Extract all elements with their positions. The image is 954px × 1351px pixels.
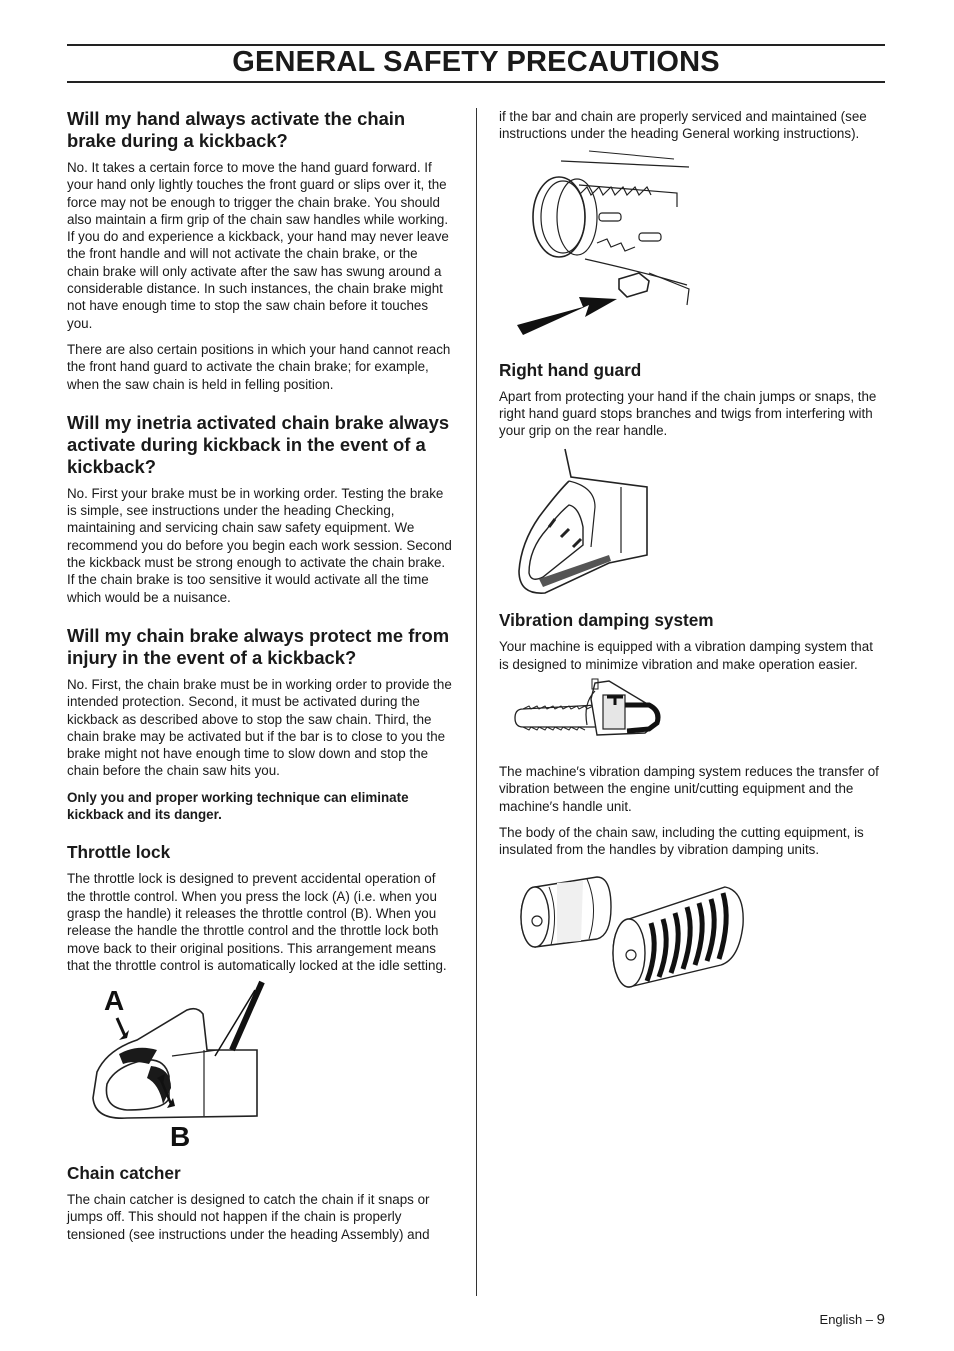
- label-a: A: [104, 985, 125, 1017]
- paragraph: No. It takes a certain force to move the hand guard forward. If your hand only lightly touches the front guard or slips over it, the force may not be enough to trigger the chain brake. You should also maintain a firm grip of the chain saw handles while working. If you do and experience a kickback, your hand may never leave the front handle and will not activate the chain brake, or the chain brake will only activate after the saw has swung around a considerable distance. In such instances, the chain brake might not have enough time to stop the saw chain before it touches you.: [67, 160, 449, 331]
- chain-catcher-illustration: [499, 149, 699, 347]
- label-b: B: [170, 1121, 191, 1151]
- paragraph: The machine′s vibration damping system reduces the transfer of vibration between the engine unit/cutting equipment and the machine′s handle unit.: [499, 764, 879, 814]
- paragraph: The chain catcher is designed to catch the chain if it snaps or jumps off. This should not happen if the chain is properly tensioned (see instructions under the heading Assembly) and: [67, 1192, 430, 1242]
- page-title: GENERAL SAFETY PRECAUTIONS: [232, 46, 720, 78]
- section-heading-brake-protect: Will my chain brake always protect me from injury in the event of a kickback?: [67, 624, 450, 668]
- paragraph: if the bar and chain are properly serviced and maintained (see instructions under the heading General working instructions).: [499, 109, 867, 142]
- column-divider: [476, 108, 477, 1296]
- paragraph: No. First, the chain brake must be in working order to provide the intended protection. Second, it must be activated during the kickback as described above to stop the saw chain. Third, the chain brake may be activated but if the bar is to close to you the brake might not have enough time to slow down and stop the chain before the chain saw hits you.: [67, 676, 452, 779]
- footer-dash: –: [865, 1312, 874, 1327]
- section-heading-throttle-lock: Throttle lock: [67, 842, 171, 863]
- chainsaw-illustration: [499, 675, 669, 747]
- page-footer: [820, 1311, 885, 1328]
- section-heading-vibration-damping: Vibration damping system: [499, 610, 714, 631]
- page-number: 9: [876, 1311, 885, 1328]
- footer-language: English: [819, 1312, 863, 1327]
- paragraph: The body of the chain saw, including the cutting equipment, is insulated from the handles by vibration damping units.: [499, 824, 864, 858]
- section-heading-inertia-brake: Will my inetria activated chain brake always activate during kickback in the event of a kickback?: [67, 411, 450, 477]
- paragraph: Your machine is equipped with a vibration damping system that is designed to minimize vibration and make operation easier.: [499, 639, 873, 672]
- paragraph: The throttle lock is designed to prevent accidental operation of the throttle control. When you press the lock (A) (i.e. when you grasp the handle) it releases the throttle control (B). When you release the handle the throttle control and the throttle lock both move back to their original positions. This arrangement means that the throttle control is automatically locked at the idle setting.: [67, 871, 447, 973]
- title-underline: [67, 81, 885, 83]
- damping-units-illustration: [499, 873, 749, 999]
- throttle-lock-illustration: [67, 980, 277, 1150]
- paragraph: No. First your brake must be in working order. Testing the brake is simple, see instructions under the heading Checking, maintaining and servicing chain saw safety equipment. We recommend you do before you begin each work session. Second the kickback must be strong enough to activate the chain brake. If the chain brake is too sensitive it would activate all the time which would be a nuisance.: [67, 485, 452, 605]
- paragraph: Apart from protecting your hand if the chain jumps or snaps, the right hand guard stops branches and twigs from interfering with your grip on the rear handle.: [499, 388, 877, 439]
- right-column: [499, 108, 885, 999]
- left-column: [67, 108, 453, 1252]
- section-heading-right-hand-guard: Right hand guard: [499, 359, 642, 380]
- warning-paragraph: Only you and proper working technique can eliminate kickback and its danger.: [67, 789, 409, 823]
- right-hand-guard-illustration: [499, 447, 659, 597]
- section-heading-hand-activate: Will my hand always activate the chain brake during a kickback?: [67, 108, 406, 151]
- section-heading-chain-catcher: Chain catcher: [67, 1163, 181, 1184]
- paragraph: There are also certain positions in which your hand cannot reach the front hand guard to activate the chain brake; for example, when the saw chain is held in felling position.: [67, 341, 451, 392]
